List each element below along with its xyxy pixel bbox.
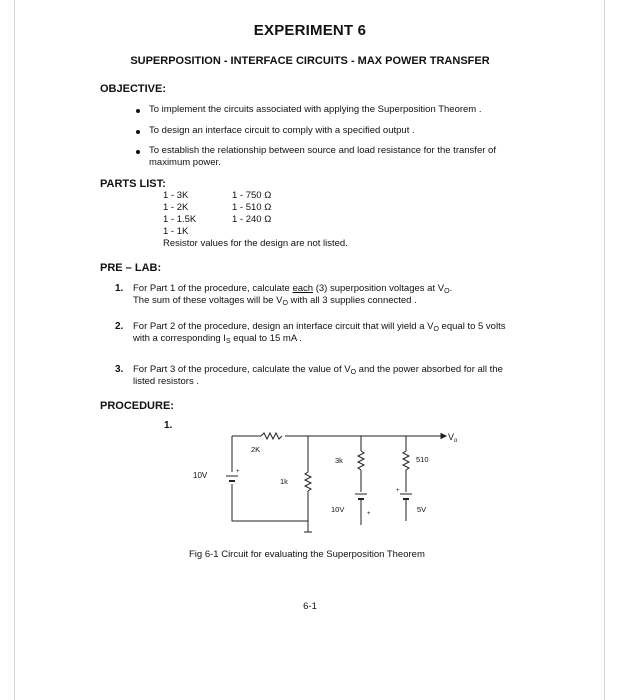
- prelab-item-2-number: 2.: [115, 321, 124, 332]
- resistor-2k: [261, 433, 282, 439]
- prelab-item-2-line2: with a corresponding $I_S$ equal to 15 mA .: [133, 333, 302, 345]
- objective-bullet-1: To implement the circuits associated with applying the Superposition Theorem .: [149, 104, 482, 115]
- plus-right: +: [396, 488, 400, 494]
- prelab-item-3-number: 3.: [115, 364, 124, 375]
- part-left-4: 1 - 1K: [163, 226, 189, 237]
- procedure-step-number: 1.: [164, 420, 173, 431]
- part-left-2: 1 - 2K: [163, 202, 189, 213]
- wire-left-side-lower: [232, 484, 308, 521]
- label-source-mid: 10V: [331, 505, 345, 514]
- objective-bullet-3-cont: maximum power.: [149, 157, 221, 168]
- prelab-item-1-line2: The sum of these voltages will be $V_O$ with all 3 supplies connected .: [133, 295, 417, 307]
- part-left-1: 1 - 3K: [163, 190, 189, 201]
- parts-note: Resistor values for the design are not listed.: [163, 238, 348, 249]
- procedure-heading: PROCEDURE:: [100, 400, 174, 412]
- label-vo: V: [448, 432, 455, 442]
- prelab-item-3-line2: listed resistors .: [133, 376, 199, 387]
- resistor-1k: [305, 472, 311, 491]
- document-title: EXPERIMENT 6: [253, 22, 367, 39]
- prelab-item-1-number: 1.: [115, 283, 124, 294]
- part-right-2: 1 - 510 Ω: [232, 202, 272, 213]
- label-510: 510: [416, 455, 429, 464]
- prelab-item-3-line1: For Part 3 of the procedure, calculate the value of $V_O$ and the power absorbed for all the: [133, 364, 503, 376]
- prelab-heading: PRE – LAB:: [100, 262, 162, 274]
- vo-arrow: [441, 434, 446, 439]
- objective-heading: OBJECTIVE:: [100, 83, 167, 95]
- label-source-left: 10V: [193, 471, 208, 480]
- resistor-3k: [358, 451, 364, 470]
- label-3k: 3k: [335, 456, 343, 465]
- prelab-item-1-line1: For Part 1 of the procedure, calculate each (3) superposition voltages at $V_O$.: [133, 283, 453, 295]
- part-right-3: 1 - 240 Ω: [232, 214, 272, 225]
- plus-left: +: [236, 469, 240, 475]
- resistor-510: [403, 451, 409, 470]
- parts-list-heading: PARTS LIST:: [100, 178, 166, 190]
- label-1k: 1k: [280, 477, 288, 486]
- label-source-right: 5V: [417, 505, 427, 514]
- part-left-3: 1 - 1.5K: [163, 214, 197, 225]
- label-vo-sub: o: [454, 438, 458, 444]
- prelab-item-2-line1: For Part 2 of the procedure, design an interface circuit that will yield a $V_O$ equal to 5 volts: [133, 321, 506, 333]
- figure-caption: Fig 6-1 Circuit for evaluating the Superposition Theorem: [189, 549, 425, 560]
- plus-mid: +: [367, 511, 371, 517]
- objective-bullet-3: To establish the relationship between source and load resistance for the transfer of: [149, 145, 496, 156]
- document-subtitle: SUPERPOSITION - INTERFACE CIRCUITS - MAX POWER TRANSFER: [130, 55, 490, 67]
- page-number: 6-1: [303, 601, 317, 612]
- objective-bullet-2: To design an interface circuit to comply with a specified output .: [149, 125, 415, 136]
- label-2k: 2K: [251, 445, 261, 454]
- part-right-1: 1 - 750 Ω: [232, 190, 272, 201]
